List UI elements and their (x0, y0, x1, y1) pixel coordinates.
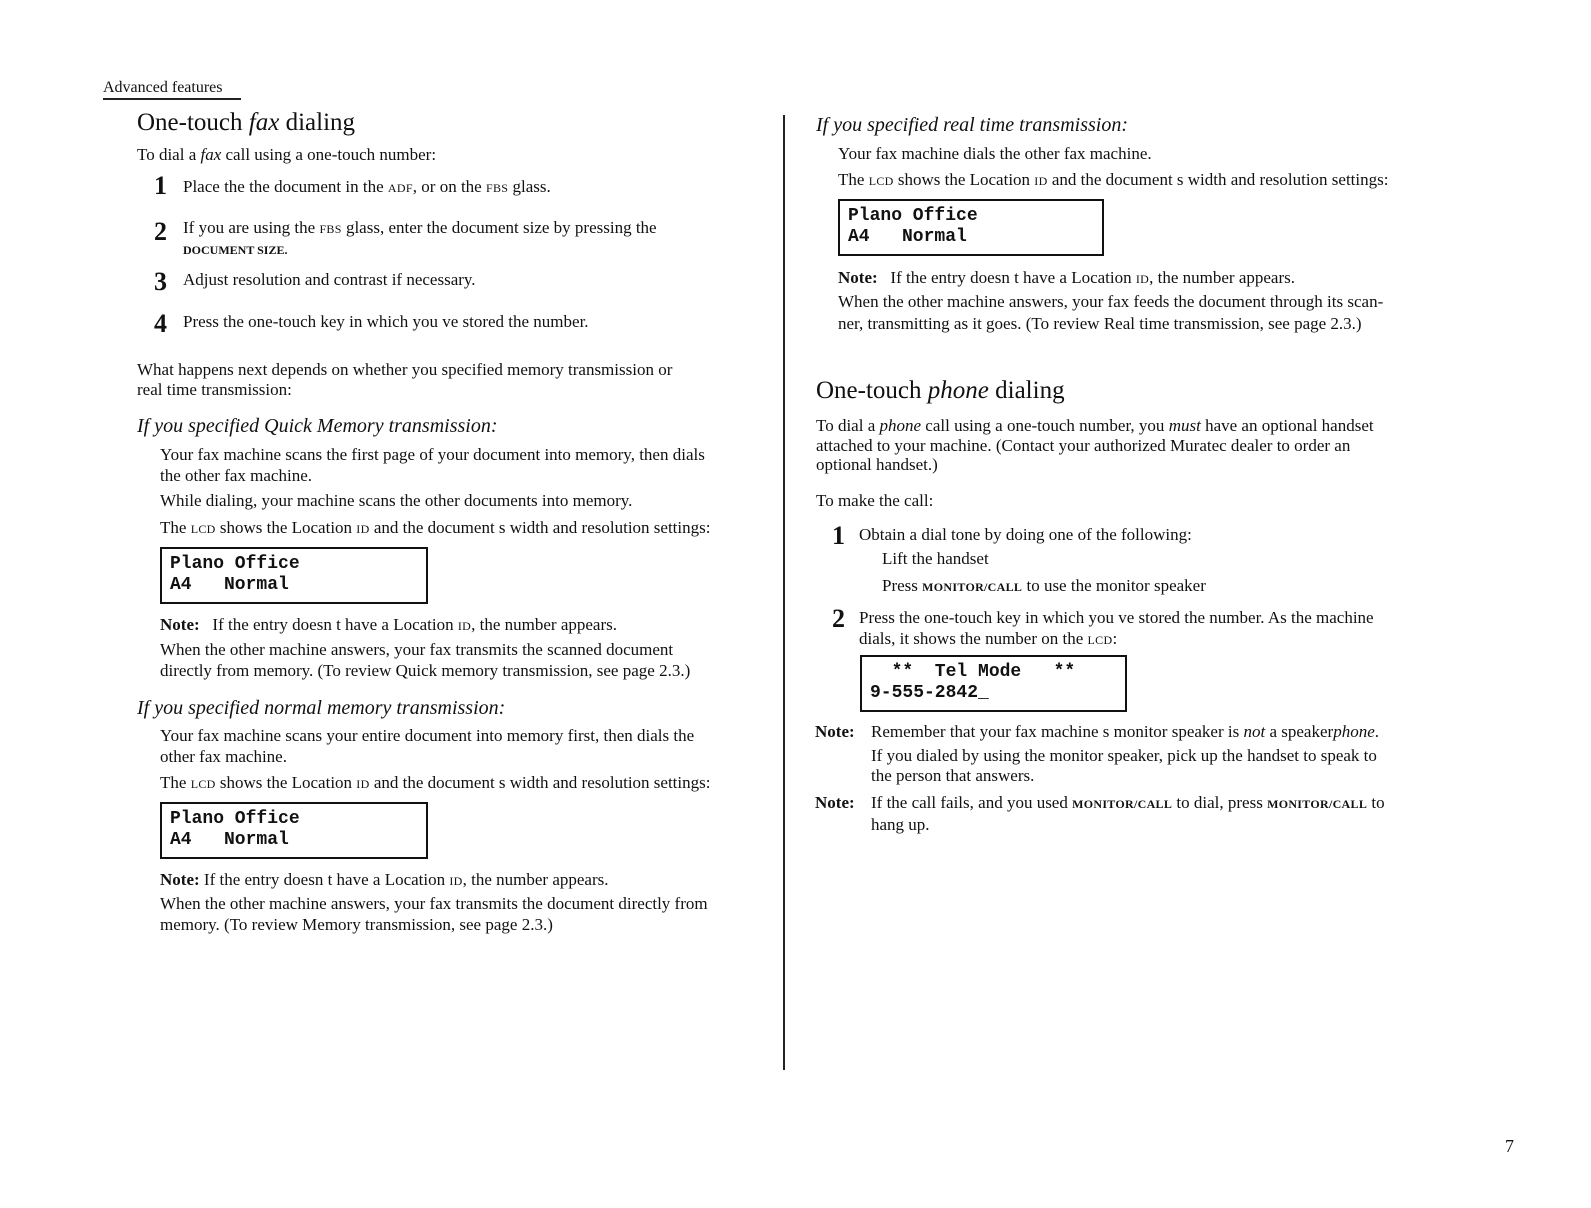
note: Note: If the entry doesn t have a Location ID, the number appears. (160, 615, 618, 634)
paragraph: To make the call: (816, 491, 934, 510)
lcd-display: ** Tel Mode ** 9-555-2842_ (860, 655, 1127, 712)
paragraph: Your fax machine scans your entire document into memory first, then dials the (160, 726, 695, 745)
fax-dialing-title: One-touch fax dialing (137, 109, 356, 136)
step-number: 1 (154, 171, 167, 200)
lcd-display: Plano Office A4 Normal (838, 199, 1104, 256)
paragraph: ner, transmitting as it goes. (To review Real time transmission, see page 2.3.) (838, 314, 1362, 333)
step-text: Adjust resolution and contrast if necessary. (183, 270, 476, 289)
paragraph: optional handset.) (816, 455, 938, 474)
note: the person that answers. (871, 766, 1035, 785)
step-option: Lift the handset (882, 549, 989, 568)
note: Note: If the entry doesn t have a Location ID, the number appears. (838, 268, 1296, 287)
paragraph: real time transmission: (137, 380, 292, 399)
normal-memory-heading: If you specified normal memory transmission: (137, 697, 506, 719)
note: hang up. (871, 815, 930, 834)
note: If you dialed by using the monitor speaker, pick up the handset to speak to (871, 746, 1377, 765)
fax-intro: To dial a fax call using a one-touch number: (137, 145, 437, 164)
paragraph: the other fax machine. (160, 466, 312, 485)
step-number: 2 (154, 217, 167, 246)
paragraph: Your fax machine dials the other fax machine. (838, 144, 1152, 163)
paragraph: The LCD shows the Location ID and the document s width and resolution settings: (160, 773, 711, 792)
lcd-display: Plano Office A4 Normal (160, 547, 428, 604)
real-time-heading: If you specified real time transmission: (816, 114, 1128, 136)
phone-dialing-title: One-touch phone dialing (816, 377, 1065, 404)
note-label: Note: (815, 793, 855, 812)
paragraph: attached to your machine. (Contact your authorized Muratec dealer to order an (816, 436, 1351, 455)
paragraph: When the other machine answers, your fax transmits the scanned document (160, 640, 674, 659)
quick-memory-heading: If you specified Quick Memory transmission: (137, 415, 498, 437)
column-divider (783, 115, 785, 1070)
step-number: 4 (154, 309, 167, 338)
paragraph: memory. (To review Memory transmission, see page 2.3.) (160, 915, 553, 934)
document-size-key: DOCUMENT SIZE. (183, 243, 288, 257)
paragraph: While dialing, your machine scans the other documents into memory. (160, 491, 633, 510)
paragraph: What happens next depends on whether you specified memory transmission or (137, 360, 673, 379)
paragraph: Your fax machine scans the first page of your document into memory, then dials (160, 445, 705, 464)
paragraph: other fax machine. (160, 747, 287, 766)
step-option: Press MONITOR/CALL to use the monitor speaker (882, 576, 1206, 595)
step-number: 1 (832, 521, 845, 550)
paragraph: When the other machine answers, your fax feeds the document through its scan- (838, 292, 1384, 311)
note-label: Note: (815, 722, 855, 741)
note: If the call fails, and you used MONITOR/CALL to dial, press MONITOR/CALL to (871, 793, 1385, 812)
paragraph: To dial a phone call using a one-touch number, you must have an optional handset (816, 416, 1374, 435)
paragraph: directly from memory. (To review Quick memory transmission, see page 2.3.) (160, 661, 691, 680)
step-number: 2 (832, 604, 845, 633)
note: Note: If the entry doesn t have a Location ID, the number appears. (160, 870, 609, 889)
paragraph: When the other machine answers, your fax transmits the document directly from (160, 894, 708, 913)
lcd-display: Plano Office A4 Normal (160, 802, 428, 859)
step-text: Place the the document in the ADF, or on the FBS glass. (183, 177, 551, 196)
step-text: Obtain a dial tone by doing one of the following: (859, 525, 1192, 544)
note: Remember that your fax machine s monitor speaker is not a speakerphone. (871, 722, 1379, 741)
paragraph: The LCD shows the Location ID and the document s width and resolution settings: (160, 518, 711, 537)
step-text: If you are using the FBS glass, enter the document size by pressing the (183, 218, 657, 237)
page-number: 7 (1505, 1136, 1514, 1156)
section-header: Advanced features (103, 79, 223, 96)
step-text: Press the one-touch key in which you ve stored the number. (183, 312, 589, 331)
header-underline (103, 98, 241, 100)
step-number: 3 (154, 267, 167, 296)
paragraph: The LCD shows the Location ID and the document s width and resolution settings: (838, 170, 1389, 189)
step-text: Press the one-touch key in which you ve stored the number. As the machine (859, 608, 1374, 627)
step-text: dials, it shows the number on the LCD: (859, 629, 1118, 648)
